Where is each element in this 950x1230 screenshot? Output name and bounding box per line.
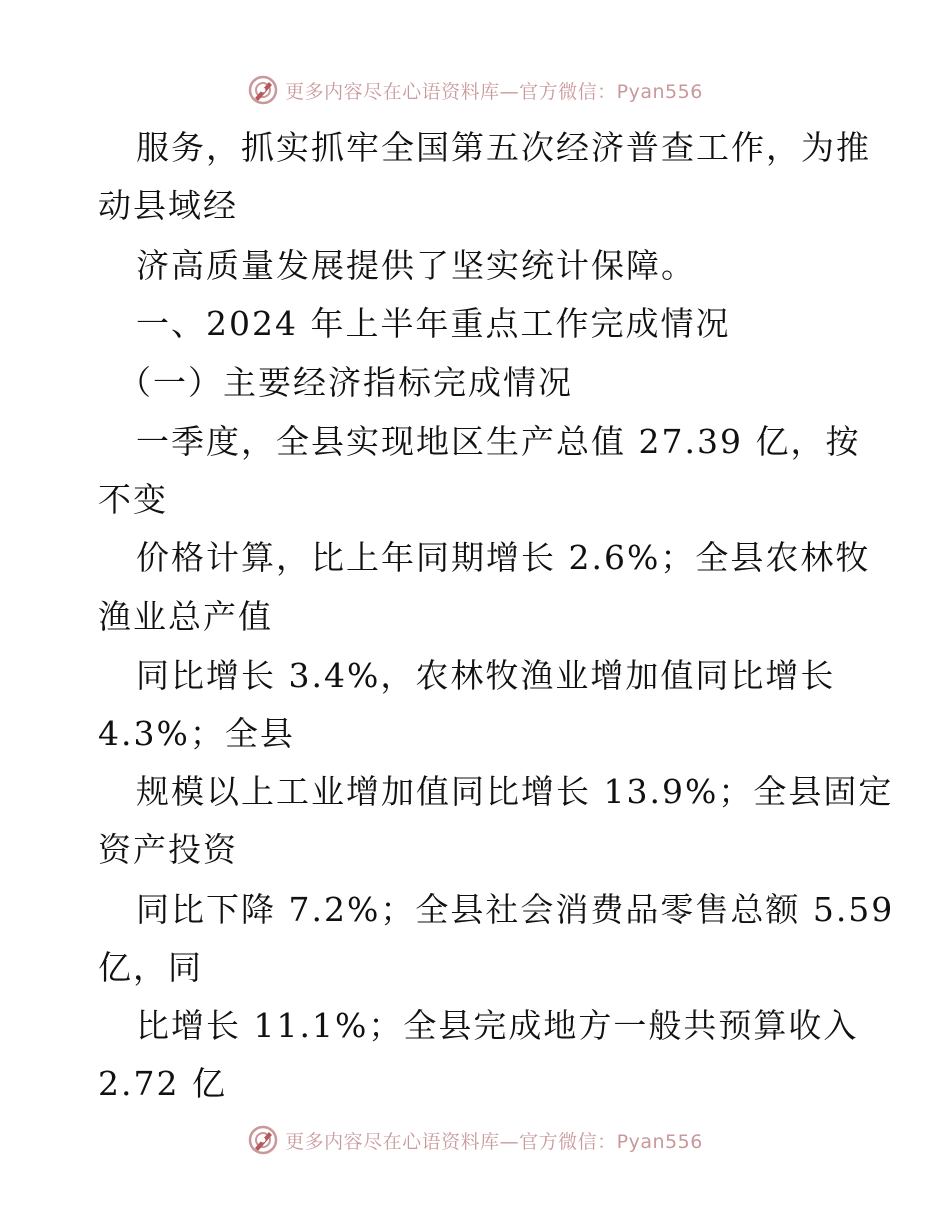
text-line: 不变 bbox=[98, 480, 168, 519]
text-line: 亿，同 bbox=[98, 948, 203, 987]
text-line: 服务，抓实抓牢全国第五次经济普查工作，为推 bbox=[136, 128, 871, 167]
section-heading: 一、2024 年上半年重点工作完成情况 bbox=[136, 304, 731, 343]
watermark-text: 更多内容尽在心语资料库—官方微信：Pyan556 bbox=[285, 80, 703, 103]
text-line: 同比下降 7.2%；全县社会消费品零售总额 5.59 bbox=[136, 890, 895, 929]
text-line: 同比增长 3.4%，农林牧渔业增加值同比增长 bbox=[136, 656, 836, 695]
text-line: 一季度，全县实现地区生产总值 27.39 亿，按 bbox=[136, 422, 861, 461]
footer-watermark bbox=[0, 1120, 950, 1160]
text-line: 济高质量发展提供了坚实统计保障。 bbox=[136, 246, 696, 285]
text-line: 渔业总产值 bbox=[98, 597, 273, 636]
text-line: 规模以上工业增加值同比增长 13.9%；全县固定 bbox=[136, 772, 894, 811]
text-line: 动县域经 bbox=[98, 186, 238, 225]
subsection-heading: （一）主要经济指标完成情况 bbox=[118, 363, 573, 402]
watermark-text: 更多内容尽在心语资料库—官方微信：Pyan556 bbox=[285, 1130, 703, 1153]
text-line: 2.72 亿 bbox=[98, 1064, 227, 1103]
text-line: 价格计算，比上年同期增长 2.6%；全县农林牧 bbox=[136, 538, 871, 577]
seal-logo-icon bbox=[247, 74, 279, 106]
text-line: 比增长 11.1%；全县完成地方一般共预算收入 bbox=[136, 1006, 859, 1045]
seal-logo-icon bbox=[247, 1124, 279, 1156]
header-watermark bbox=[0, 70, 950, 110]
text-line: 4.3%；全县 bbox=[98, 714, 295, 753]
text-line: 资产投资 bbox=[98, 830, 238, 869]
